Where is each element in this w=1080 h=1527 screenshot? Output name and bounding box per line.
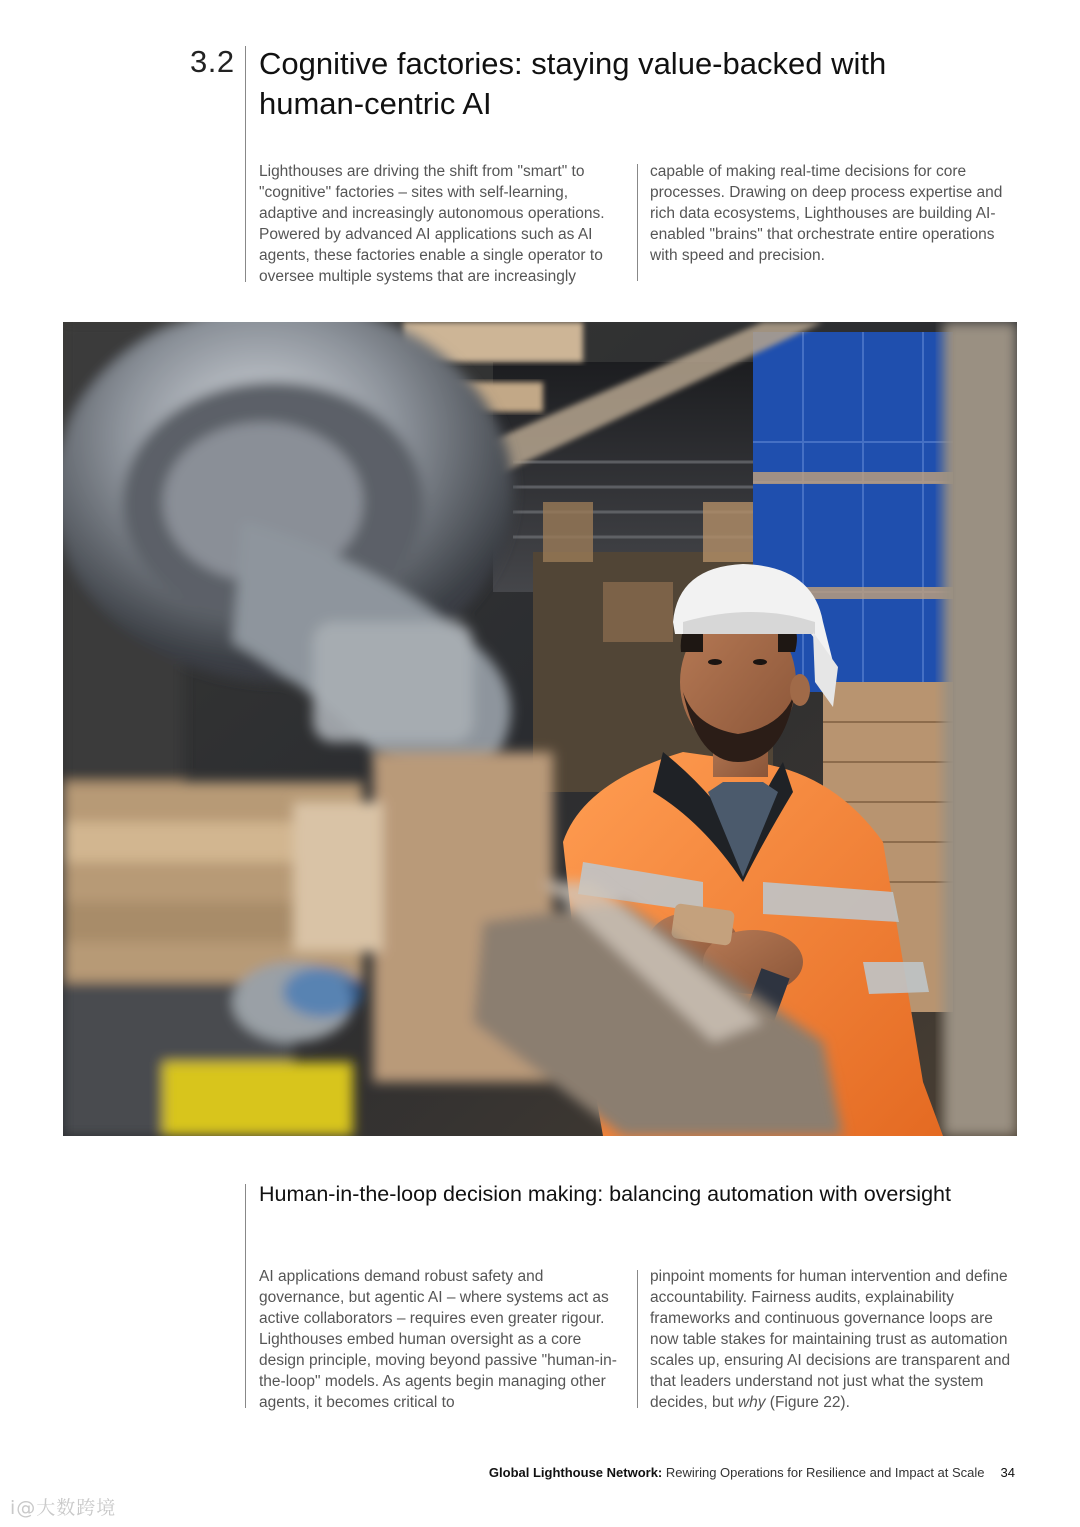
intro-paragraph-right: capable of making real-time decisions for core processes. Drawing on deep process expertise and rich data ecosystems, Lighthouses are building AI-enabled "brains" that orchestrate entire operations with speed and precision. bbox=[650, 163, 1003, 264]
subsection-divider bbox=[245, 1184, 246, 1408]
page-number: 34 bbox=[1000, 1465, 1015, 1480]
page-footer bbox=[489, 1465, 1015, 1480]
subsection-paragraph-right bbox=[650, 1266, 1018, 1413]
figure-reference: (Figure 22). bbox=[765, 1394, 850, 1411]
emphasis-why: why bbox=[737, 1394, 766, 1411]
section-divider bbox=[245, 46, 246, 282]
intro-column-rule-right bbox=[637, 164, 638, 281]
section-number: 3.2 bbox=[190, 44, 235, 79]
subsection-paragraph-left: AI applications demand robust safety and governance, but agentic AI – where systems act as active collaborators – requires even greater rigour. Lighthouses embed human oversight as a core design principle, moving beyond passive "human-in-the-loop" models. As agents begin managing other agents, it becomes critical to bbox=[259, 1268, 617, 1411]
footer-report-title: Rewiring Operations for Resilience and Impact at Scale bbox=[662, 1465, 985, 1480]
section-title: Cognitive factories: staying value-backed with human-centric AI bbox=[259, 46, 887, 121]
watermark-logo: i@大数跨境 bbox=[10, 1497, 117, 1519]
subsection-title: Human-in-the-loop decision making: balancing automation with oversight bbox=[259, 1182, 951, 1206]
footer-brand: Global Lighthouse Network: bbox=[488, 1465, 663, 1480]
intro-paragraph-left: Lighthouses are driving the shift from "smart" to "cognitive" factories – sites with self-learning, adaptive and increasingly autonomous operations. Powered by advanced AI applications such as AI agents, these factories enable a single operator to oversee multiple systems that are increasingly bbox=[259, 163, 605, 285]
hero-photo bbox=[63, 322, 1017, 1136]
sub-column-rule-right bbox=[637, 1270, 638, 1408]
subsection-paragraph-right-main: pinpoint moments for human intervention and define accountability. Fairness audits, explainability frameworks and continuous governance loops are now table stakes for maintaining trust as automation scales up, ensuring AI decisions are transparent and that leaders understand not just what the system decides, but bbox=[650, 1268, 1011, 1411]
